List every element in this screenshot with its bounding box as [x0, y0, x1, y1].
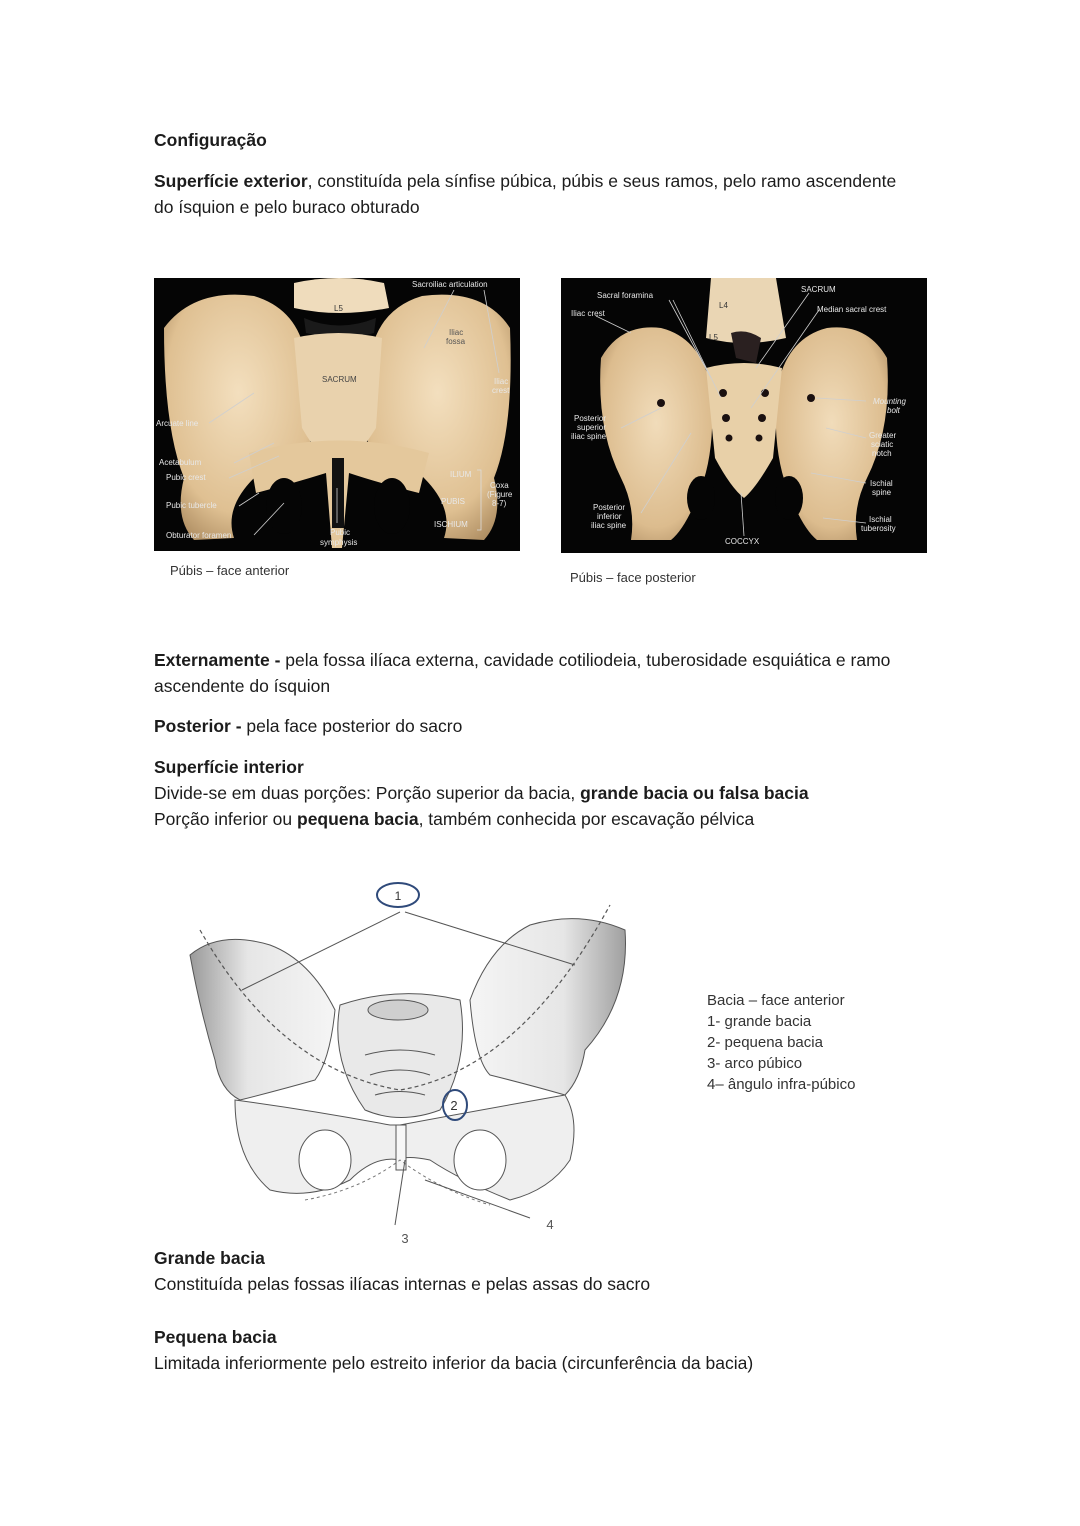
label-greater-sciatic-2: sciatic [871, 440, 894, 449]
legend-item-1: 1- grande bacia [707, 1013, 812, 1030]
label-pubic-symphysis-2: symphysis [320, 538, 358, 547]
figure-pubis-anterior [154, 278, 520, 551]
label-acetabulum: Acetabulum [159, 458, 202, 467]
caption-pubis-anterior: Púbis – face anterior [170, 563, 290, 578]
posterior-text: pela face posterior do sacro [241, 716, 463, 736]
label-ilium: ILIUM [450, 470, 472, 479]
grande-bacia-text: Constituída pelas fossas ilíacas internas e pelas assas do sacro [154, 1274, 651, 1294]
pelvis-anterior-photo [154, 278, 520, 551]
term-superficie-exterior: Superfície exterior [154, 171, 308, 191]
label-l5: L5 [709, 333, 718, 342]
label-psis-2: superior [577, 423, 606, 432]
label-mounting-bolt-1: Mounting [873, 397, 906, 406]
term-externamente: Externamente - [154, 650, 281, 670]
section-title: Configuração [154, 130, 267, 150]
label-pubic-crest: Pubic crest [166, 473, 206, 482]
term-posterior: Posterior - [154, 716, 242, 736]
label-ischium: ISCHIUM [434, 520, 468, 529]
label-pubis: PUBIS [441, 497, 466, 506]
externamente-paragraph [154, 647, 954, 699]
label-piis-1: Posterior [593, 503, 626, 512]
label-greater-sciatic-1: Greater [869, 431, 897, 440]
superficie-interior-title: Superfície interior [154, 757, 304, 777]
marker-2: 2 [450, 1098, 458, 1113]
pequena-bacia-text: Limitada inferiormente pelo estreito inferior da bacia (circunferência da bacia) [154, 1353, 754, 1373]
label-pubic-symphysis-1: Pubic [330, 528, 351, 537]
caption-pubis-posterior: Púbis – face posterior [570, 570, 696, 585]
label-coxa-1: Coxa [490, 481, 509, 490]
externamente-text-2: ascendente do ísquion [154, 676, 331, 696]
superficie-interior-line-2: Porção inferior ou pequena bacia, também conhecida por escavação pélvica [154, 809, 755, 829]
legend-item-4: 4– ângulo infra-púbico [707, 1076, 856, 1093]
superficie-interior-line-1: Divide-se em duas porções: Porção superior da bacia, grande bacia ou falsa bacia [154, 783, 809, 803]
legend-title: Bacia – face anterior [707, 992, 845, 1009]
pelvis-line-drawing [160, 860, 660, 1250]
label-piis-3: iliac spine [591, 521, 627, 530]
marker-1: 1 [394, 889, 402, 903]
label-piis-2: inferior [597, 512, 622, 521]
label-l5: L5 [334, 304, 343, 313]
label-mounting-bolt-2: bolt [887, 406, 900, 415]
label-ischial-tuberosity-1: Ischial [869, 515, 892, 524]
legend-item-3: 3- arco púbico [707, 1055, 803, 1072]
figure-pubis-posterior [561, 278, 927, 553]
legend-item-2: 2- pequena bacia [707, 1034, 823, 1051]
label-iliac-fossa-1: Iliac [449, 328, 464, 337]
label-sacroiliac: Sacroiliac articulation [412, 280, 488, 289]
externamente-text: pela fossa ilíaca externa, cavidade cotiliodeia, tuberosidade esquiática e ramo [280, 650, 891, 670]
superficie-exterior-paragraph [154, 168, 954, 220]
label-iliac-crest-2: crest [492, 386, 510, 395]
label-greater-sciatic-3: notch [872, 449, 892, 458]
label-sacral-foramina: Sacral foramina [597, 291, 654, 300]
label-ischial-spine-1: Ischial [870, 479, 893, 488]
label-ischial-tuberosity-2: tuberosity [861, 524, 896, 533]
label-psis-1: Posterior [574, 414, 607, 423]
label-pubic-tubercle: Pubic tubercle [166, 501, 217, 510]
superficie-interior-paragraph [154, 754, 954, 832]
posterior-paragraph [154, 713, 462, 739]
grande-bacia-title: Grande bacia [154, 1248, 265, 1268]
label-sacrum: SACRUM [801, 285, 836, 294]
label-iliac-crest-1: Iliac [494, 377, 509, 386]
figure-bacia-anterior [160, 860, 660, 1250]
label-l4: L4 [719, 301, 728, 310]
label-coxa-3: 8-7) [492, 499, 507, 508]
pequena-bacia-section [154, 1324, 954, 1376]
superficie-exterior-text: , constituída pela sínfise púbica, púbis e seus ramos, pelo ramo ascendente [307, 171, 897, 191]
label-obturator-foramen: Obturator foramen [166, 531, 232, 540]
label-arcuate-line: Arcuate line [156, 419, 199, 428]
label-coccyx: COCCYX [725, 537, 760, 546]
label-coxa-2: (Figure [487, 490, 513, 499]
grande-bacia-section [154, 1245, 954, 1297]
label-median-sacral-crest: Median sacral crest [817, 305, 887, 314]
superficie-exterior-text-2: do ísquion e pelo buraco obturado [154, 197, 420, 217]
label-iliac-crest: Iliac crest [571, 309, 605, 318]
label-ischial-spine-2: spine [872, 488, 892, 497]
label-psis-3: iliac spine [571, 432, 607, 441]
pelvis-posterior-photo [561, 278, 927, 553]
pequena-bacia-title: Pequena bacia [154, 1327, 277, 1347]
label-sacrum: SACRUM [322, 375, 357, 384]
label-iliac-fossa-2: fossa [446, 337, 466, 346]
marker-3: 3 [401, 1231, 409, 1246]
marker-4: 4 [546, 1217, 554, 1232]
bacia-legend [707, 990, 855, 1095]
